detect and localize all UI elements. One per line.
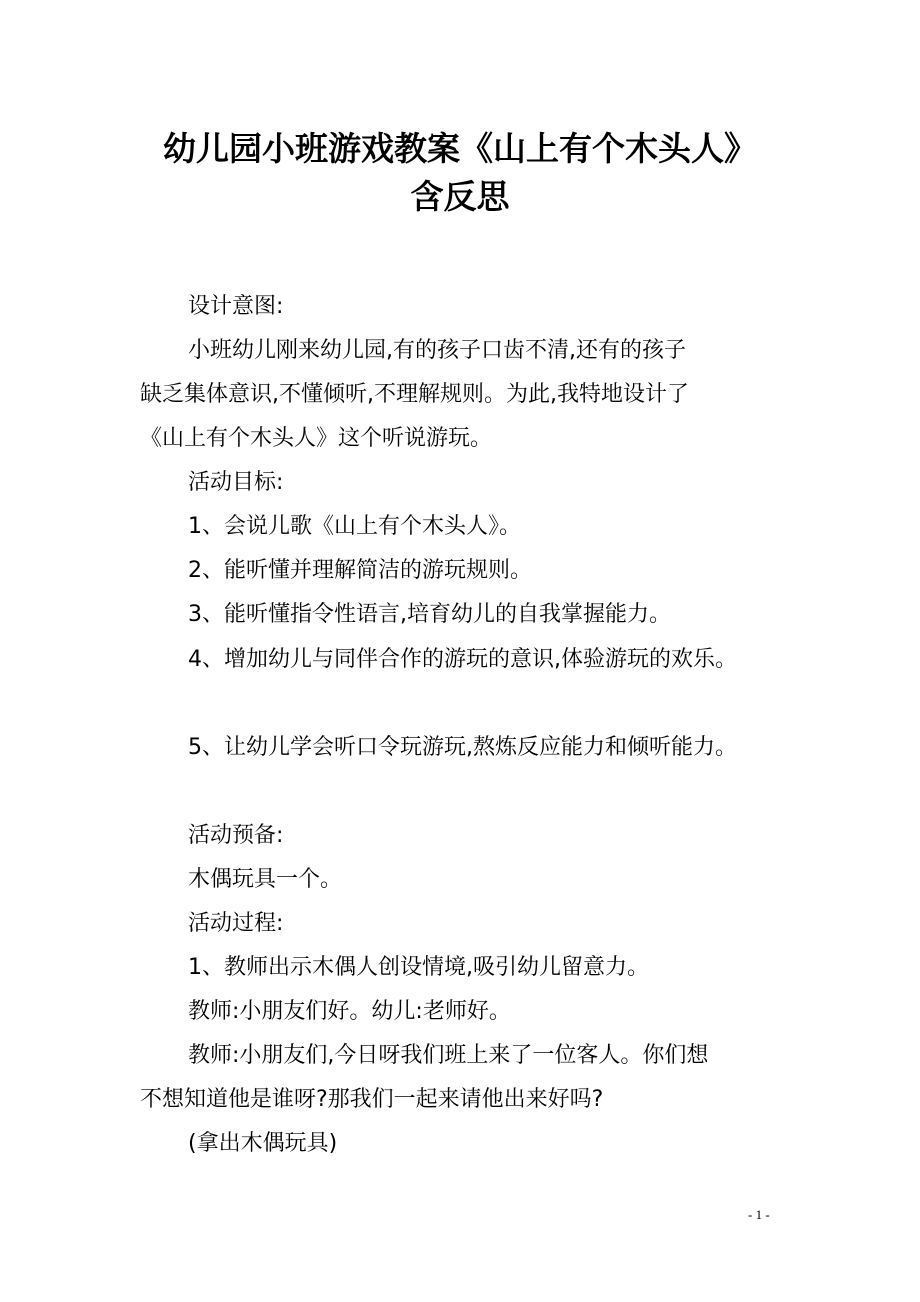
page-number: - 1 - [748,1207,770,1222]
design-paragraph-line-1: 小班幼儿刚来幼儿园,有的孩子口齿不清,还有的孩子 [188,338,686,363]
dialog-line-1: 教师:小朋友们好。幼儿:老师好。 [188,999,511,1024]
goal-item-5: 5、让幼儿学会听口令玩游玩,熬炼反应能力和倾听能力。 [188,735,737,760]
goal-item-4: 4、增加幼儿与同伴合作的游玩的意识,体验游玩的欢乐。 [188,647,737,672]
prep-item: 木偶玩具一个。 [188,867,343,892]
process-heading: 活动过程: [188,911,284,936]
dialog-line-3: 不想知道他是谁呀?那我们一起来请他出来好吗? [140,1087,604,1112]
design-heading: 设计意图: [188,294,284,319]
goal-item-2: 2、能听懂并理解简洁的游玩规则。 [188,558,532,583]
action-note: (拿出木偶玩具) [188,1131,338,1156]
process-step-1: 1、教师出示木偶人创设情境,吸引幼儿留意力。 [188,955,649,980]
design-paragraph-line-3: 《山上有个木头人》这个听说游玩。 [140,426,493,451]
dialog-line-2: 教师:小朋友们,今日呀我们班上来了一位客人。你们想 [188,1043,709,1068]
goals-heading: 活动目标: [188,470,284,495]
prep-heading: 活动预备: [188,823,284,848]
goal-item-3: 3、能听懂指令性语言,培育幼儿的自我掌握能力。 [188,602,671,627]
document-title-line-1: 幼儿园小班游戏教案《山上有个木头人》 [163,129,757,168]
document-title-line-2: 含反思 [410,177,510,216]
design-paragraph-line-2: 缺乏集体意识,不懂倾听,不理解规则。为此,我特地设计了 [140,382,689,407]
goal-item-1: 1、会说儿歌《山上有个木头人》。 [188,514,521,539]
